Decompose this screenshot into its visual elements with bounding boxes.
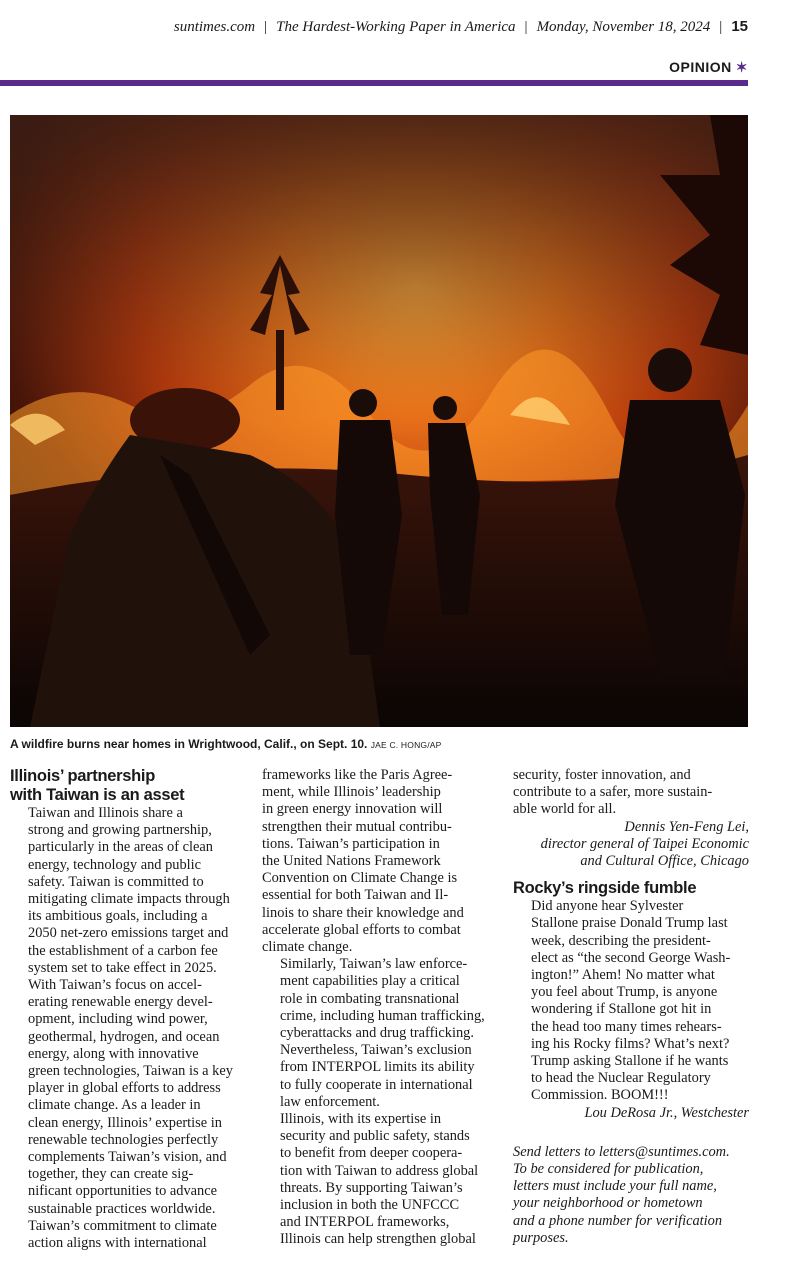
letter-1-paragraph	[262, 1111, 498, 1249]
text-line: Send letters to letters@suntimes.com.	[513, 1143, 730, 1160]
text-line: cyberattacks and drug trafficking.	[280, 1025, 474, 1042]
text-line: climate change.	[262, 939, 353, 956]
text-line: week, describing the president-	[531, 932, 711, 949]
letter-1-signature	[513, 819, 749, 871]
text-line: To be considered for publication,	[513, 1161, 704, 1178]
text-line: law enforcement.	[280, 1093, 380, 1110]
text-line: Did anyone hear Sylvester	[531, 898, 684, 915]
text-line: the United Nations Framework	[262, 853, 441, 870]
text-line: to fully cooperate in international	[280, 1076, 473, 1093]
text-line: ington!” Ahem! No matter what	[531, 967, 715, 984]
star-icon: ✶	[735, 59, 748, 75]
wildfire-illustration	[10, 115, 748, 727]
text-line: in green energy innovation will	[262, 801, 443, 818]
text-line: Taiwan’s commitment to climate	[28, 1217, 217, 1234]
text-line: crime, including human trafficking,	[280, 1007, 485, 1024]
letter-1-headline	[10, 767, 245, 805]
text-line: the establishment of a carbon fee	[28, 942, 218, 959]
letter-1-paragraph	[10, 805, 245, 977]
section-label	[669, 59, 748, 76]
text-line: strong and growing partnership,	[28, 822, 212, 839]
letter-1-paragraph	[262, 956, 498, 1111]
send-letters-note	[513, 1144, 749, 1247]
text-line: strengthen their mutual contribu-	[262, 818, 452, 835]
text-line: security and public safety, stands	[280, 1128, 470, 1145]
photo-credit: JAE C. HONG/AP	[370, 740, 442, 750]
text-line: the head too many times rehears-	[531, 1018, 722, 1035]
text-line: ment, while Illinois’ leadership	[262, 784, 441, 801]
text-line: role in combating transnational	[280, 990, 460, 1007]
separator: |	[264, 19, 268, 35]
text-line: Trump asking Stallone if he wants	[531, 1053, 729, 1070]
text-line: opment, including wind power,	[28, 1011, 208, 1028]
text-line: climate change. As a leader in	[28, 1097, 201, 1114]
text-line: linois to share their knowledge and	[262, 904, 464, 921]
photo-caption	[10, 737, 748, 751]
section-name: OPINION	[669, 59, 732, 75]
letter-1-paragraph	[10, 977, 245, 1218]
masthead	[0, 18, 748, 36]
text-line: ment capabilities play a critical	[280, 973, 460, 990]
text-line: nificant opportunities to advance	[28, 1183, 218, 1200]
column-2	[262, 767, 498, 1249]
text-line: to head the Nuclear Regulatory	[531, 1070, 711, 1087]
text-line: mitigating climate impacts through	[28, 891, 230, 908]
site-name[interactable]: suntimes.com	[173, 19, 256, 35]
text-line: wondering if Stallone got hit in	[531, 1001, 712, 1018]
text-line: inclusion in both the UNFCCC	[280, 1197, 460, 1214]
text-line: energy, technology and public	[28, 856, 202, 873]
letter-2-paragraph	[513, 898, 749, 1104]
text-line: complements Taiwan’s vision, and	[28, 1149, 227, 1166]
text-line: With Taiwan’s focus on accel-	[28, 977, 202, 994]
text-line: Commission. BOOM!!!	[531, 1087, 669, 1104]
text-line: system set to take effect in 2025.	[28, 959, 217, 976]
caption-text: A wildfire burns near homes in Wrightwood, Calif., on Sept. 10.	[10, 737, 368, 751]
text-line: letters must include your full name,	[513, 1178, 717, 1195]
text-line: and Cultural Office, Chicago	[580, 853, 749, 870]
text-line: 2050 net-zero emissions target and	[28, 925, 229, 942]
wildfire-photo	[10, 115, 748, 727]
text-line: particularly in the areas of clean	[28, 839, 213, 856]
text-line: Convention on Climate Change is	[262, 870, 458, 887]
text-line: threats. By supporting Taiwan’s	[280, 1179, 463, 1196]
text-line: to benefit from deeper coopera-	[280, 1145, 463, 1162]
separator: |	[524, 19, 528, 35]
text-line: Similarly, Taiwan’s law enforce-	[280, 956, 468, 973]
text-line: ing his Rocky films? What’s next?	[531, 1035, 730, 1052]
text-line: Dennis Yen-Feng Lei,	[624, 818, 749, 835]
text-line: and INTERPOL frameworks,	[280, 1214, 450, 1231]
text-line: your neighborhood or hometown	[513, 1195, 703, 1212]
text-line: together, they can create sig-	[28, 1166, 194, 1183]
section-rule	[0, 80, 748, 86]
letter-2-headline: Rocky’s ringside fumble	[513, 879, 697, 898]
text-line: elect as “the second George Wash-	[531, 949, 731, 966]
paper-tagline: The Hardest-Working Paper in America	[276, 19, 516, 35]
text-line: its ambitious goals, including a	[28, 908, 208, 925]
text-line: Nevertheless, Taiwan’s exclusion	[280, 1042, 472, 1059]
column-1	[10, 767, 245, 1252]
letter-1-paragraph	[10, 1218, 245, 1252]
text-line: able world for all.	[513, 801, 617, 818]
text-line: essential for both Taiwan and Il-	[262, 887, 449, 904]
text-line: safety. Taiwan is committed to	[28, 873, 204, 890]
letter-1-paragraph	[513, 767, 749, 819]
text-line: Illinois’ partnership	[10, 767, 155, 785]
text-line: security, foster innovation, and	[513, 767, 691, 783]
text-line: director general of Taipei Economic	[540, 835, 749, 852]
text-line: clean energy, Illinois’ expertise in	[28, 1114, 222, 1131]
text-line: erating renewable energy devel-	[28, 994, 213, 1011]
text-line: accelerate global efforts to combat	[262, 921, 461, 938]
column-3	[513, 767, 749, 1247]
page-number: 15	[731, 18, 748, 35]
text-line: from INTERPOL limits its ability	[280, 1059, 475, 1076]
text-line: with Taiwan is an asset	[10, 786, 185, 804]
text-line: tion with Taiwan to address global	[280, 1162, 479, 1179]
letter-2-signature: Lou DeRosa Jr., Westchester	[584, 1104, 749, 1121]
text-line: sustainable practices worldwide.	[28, 1200, 216, 1217]
separator: |	[719, 19, 723, 35]
letter-1-paragraph	[262, 767, 498, 956]
text-line: green technologies, Taiwan is a key	[28, 1063, 233, 1080]
text-line: contribute to a safer, more sustain-	[513, 784, 713, 801]
text-line: tions. Taiwan’s participation in	[262, 835, 440, 852]
text-line: renewable technologies perfectly	[28, 1131, 219, 1148]
text-line: Stallone praise Donald Trump last	[531, 915, 728, 932]
text-line: Illinois can help strengthen global	[280, 1231, 476, 1248]
issue-date: Monday, November 18, 2024	[536, 19, 711, 35]
text-line: action aligns with international	[28, 1235, 207, 1252]
text-line: and a phone number for verification	[513, 1212, 723, 1229]
text-line: player in global efforts to address	[28, 1080, 221, 1097]
text-line: you feel about Trump, is anyone	[531, 984, 718, 1001]
text-line: frameworks like the Paris Agree-	[262, 767, 453, 783]
text-line: geothermal, hydrogen, and ocean	[28, 1028, 220, 1045]
text-line: Taiwan and Illinois share a	[28, 805, 183, 821]
text-line: purposes.	[513, 1229, 569, 1246]
text-line: Illinois, with its expertise in	[280, 1111, 442, 1128]
text-line: energy, along with innovative	[28, 1045, 199, 1062]
